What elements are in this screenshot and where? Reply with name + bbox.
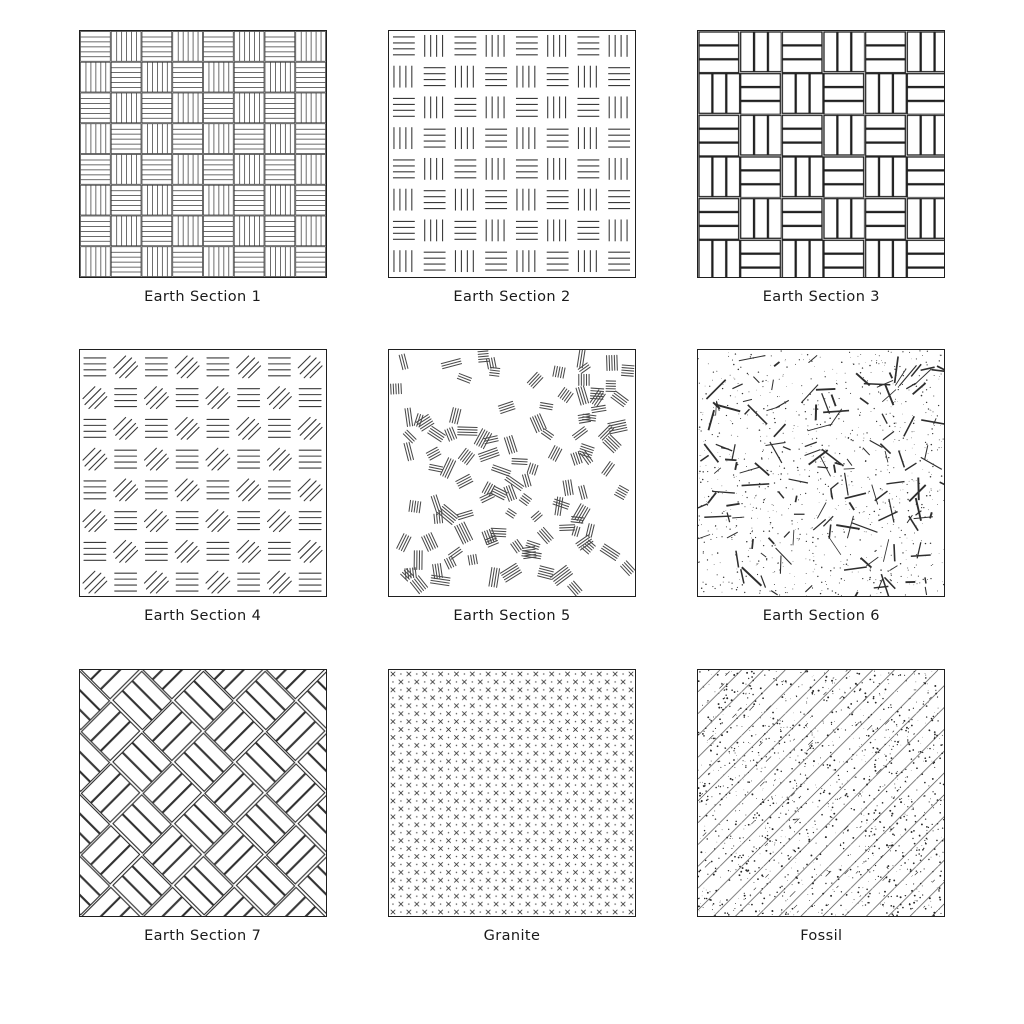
swatch-earth-section-4[interactable]: [48, 349, 357, 668]
swatch-label: Earth Section 1: [144, 289, 262, 305]
pattern-tile-earth-section-7[interactable]: [79, 669, 327, 917]
swatch-earth-section-3[interactable]: [667, 30, 976, 349]
swatch-earth-section-6[interactable]: [667, 349, 976, 668]
swatch-earth-section-2[interactable]: [357, 30, 666, 349]
scattered-hatch-clusters-art: [389, 350, 635, 596]
basketweave-bold-bricks-art: [698, 31, 944, 277]
pattern-tile-earth-section-6[interactable]: [697, 349, 945, 597]
swatch-label: Earth Section 3: [762, 289, 880, 305]
pattern-tile-fossil[interactable]: [697, 669, 945, 917]
pattern-tile-granite[interactable]: [388, 669, 636, 917]
swatch-label: Earth Section 5: [453, 608, 571, 625]
random-dashes-and-speckles-art: [698, 350, 944, 596]
pattern-tile-earth-section-2[interactable]: [388, 30, 636, 278]
diagonal-lines-with-speckles-art: [698, 670, 944, 916]
diagonal-herringbone-weave-art: [80, 670, 326, 916]
pattern-tile-earth-section-5[interactable]: [388, 349, 636, 597]
swatch-label: Fossil: [800, 927, 843, 944]
swatch-label: Earth Section 2: [453, 289, 571, 305]
pattern-tile-earth-section-1[interactable]: [79, 30, 327, 278]
swatch-label: Earth Section 4: [144, 608, 262, 625]
pattern-tile-earth-section-4[interactable]: [79, 349, 327, 597]
swatch-label: Granite: [483, 927, 541, 944]
cross-dot-grid-art: [389, 670, 635, 916]
horizontal-and-diagonal-blocks-art: [80, 350, 326, 596]
swatch-fossil[interactable]: [667, 669, 976, 988]
swatch-label: Earth Section 7: [144, 927, 262, 944]
alternating-hatch-blocks-art: [389, 31, 635, 277]
swatch-earth-section-7[interactable]: [48, 669, 357, 988]
swatch-granite[interactable]: [357, 669, 666, 988]
swatch-label: Earth Section 6: [762, 608, 880, 625]
pattern-tile-earth-section-3[interactable]: [697, 30, 945, 278]
swatch-earth-section-5[interactable]: [357, 349, 666, 668]
basketweave-fine-lined-art: [80, 31, 326, 277]
swatch-earth-section-1[interactable]: [48, 30, 357, 349]
